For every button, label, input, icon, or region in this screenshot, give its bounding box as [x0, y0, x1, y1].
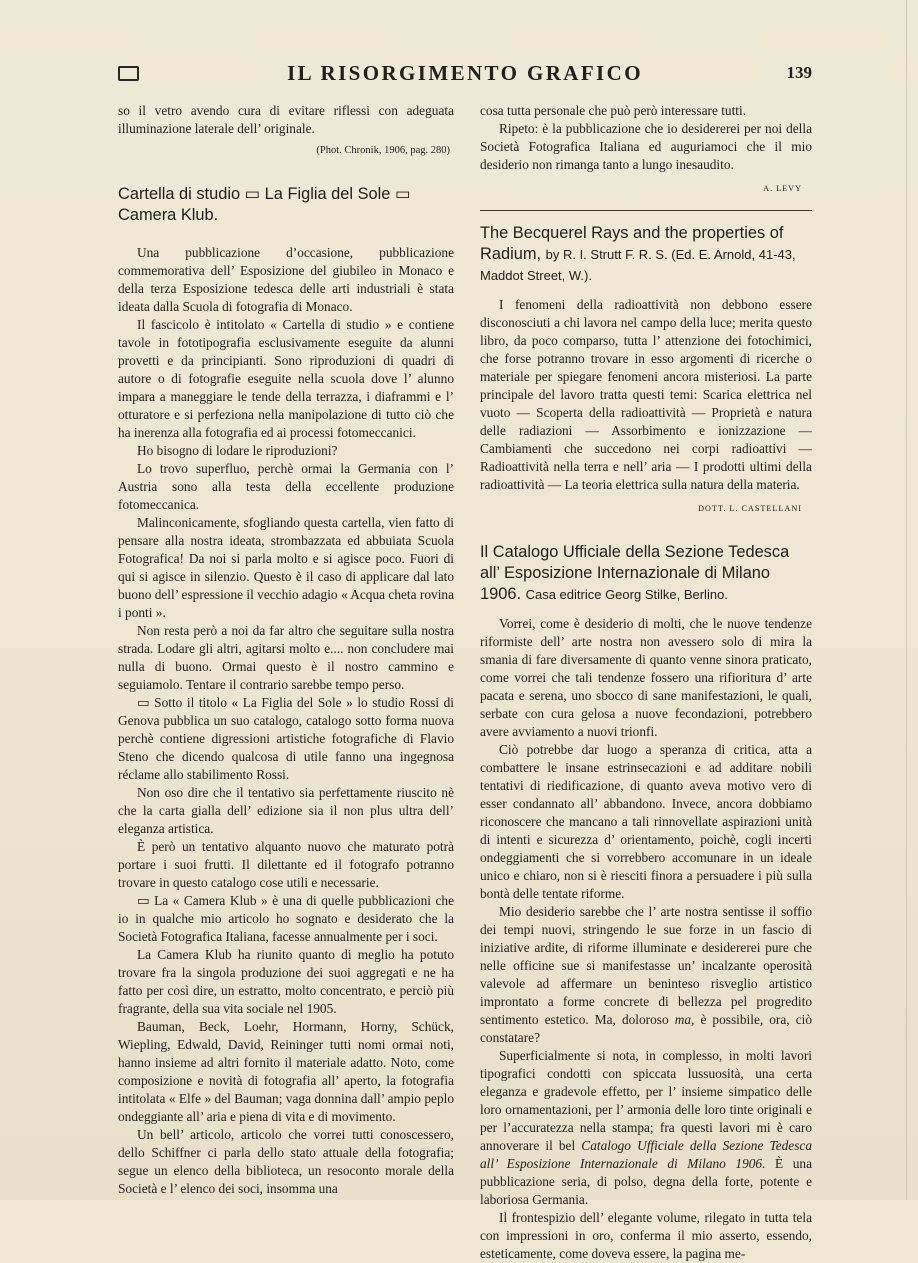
section-heading-catalogo — [480, 542, 812, 605]
paragraph: Vorrei, come è desiderio di molti, che le nuove tendenze riformiste dell’ arte nostra non avessero solo di mira la smania di fare diversamente di quanto venne sinora praticato, come vorrei che tali tendenze fossero una rifioritura d’ arte pacata e serena, uno sbocco di sane manifestazioni, le quali, serbate con cura gelosa a nuove fecondazioni, potrebbero avere avviamento a nuovi trionfi. — [480, 616, 812, 739]
heading-main: The Becquerel Rays and the properties of Radium, — [480, 224, 784, 263]
section-heading-becquerel — [480, 223, 812, 286]
paragraph: La Camera Klub ha riunito quanto di meglio ha potuto trovare fra la singola produzione dei suoi aggregati e ne ha fatto per così dire, un estratto, molto concentrato, e perciò più fragrante, della sua vita sociale nel 1905. — [118, 947, 454, 1016]
text-run: È una pubblicazione seria, di polso, degna della forte, potente e laboriosa Germania. — [480, 1156, 812, 1207]
paragraph: Il frontespizio dell’ elegante volume, rilegato in tutta tela con impressioni in oro, conferma il mio asserto, essendo, esteticamente, come doveva essere, la pagina me- — [480, 1210, 812, 1261]
text-run: Mio desiderio sarebbe che l’ arte nostra sentisse il soffio dei tempi nuovi, stringendo le sue forze in un fascio di iniziative ardite, di riforme illuminate e desidererei pure che nelle officine sue si manifestasse un’ incalzante operosità valevole ad affermare un beninteso risveglio artistico improntato a forme concrete di bellezza pel progredito sentimento estetico. Ma, doloroso — [480, 904, 812, 1027]
author-signature: DOTT. L. CASTELLANI — [698, 504, 802, 513]
paragraph: I fenomeni della radioattività non debbono essere disconosciuti a chi lavora nel campo della luce; merita questo libro, da poco comparso, tutta l’ attenzione dei fotochimici, che forse potranno trovare in esso argomenti di ricerche o materiale per spiegare fenomeni ancora misteriosi. La parte principale del lavoro tratta questi temi: Scarica elettrica nel vuoto — Scoperta della radioattività — Proprietà e natura delle radiazioni — Assorbimento e ionizzazione — Cambiamenti che succedono nei corpi radioattivi — Radioattività nella terra e nell’ aria — I prodotti ultimi della radioattività — La teoria elettrica sulla natura della materia. — [480, 297, 812, 492]
paragraph: Bauman, Beck, Loehr, Hormann, Horny, Schück, Wiepling, Edwald, David, Reininger tutti nomi ormai noti, hanno insieme ad altri fornito il materiale adatto. Noto, come composizione e novità di fotografia all’ aperto, la fotografia intitolata « Elfe » del Bauman; vaga donnina dall’ ampio peplo ondeggiante all’ aria e piena di vita e di movimento. — [118, 1019, 454, 1124]
paragraph: cosa tutta personale che può però interessare tutti. — [480, 103, 747, 118]
emphasis: Catalogo Ufficiale della Sezione Tedesca all’ Esposizione Internazionale di Milano 1906. — [480, 1138, 813, 1171]
paragraph: ▭ La « Camera Klub » è una di quelle pubblicazioni che io in qualche mio articolo ho sognato e desiderato che la Società Fotografica Italiana, facesse annualmente per i soci. — [118, 893, 454, 944]
paragraph: Una pubblicazione d’occasione, pubblicazione commemorativa dell’ Esposizione del giubileo in Monaco e della terza Esposizione tedesca delle arti industriali è stata ideata dalla Scuola di fotografia di Monaco. — [118, 245, 454, 314]
paragraph: Malinconicamente, sfogliando questa cartella, vien fatto di pensare alla nostra ideata, strombazzata ed abbuiata Scuola Fotografica! Da noi si parla molto e si agisce poco. Fuori di qui si agisce in silenzio. Questo è il caso di applicare dal lato buono dell’ espressione il vecchio adagio « Acqua cheta rovina i ponti ». — [118, 515, 454, 620]
paragraph: Ciò potrebbe dar luogo a speranza di critica, atta a combattere le insane estrinsecazioni e ad additare nobili tentativi di riedificazione, di quanto aveva motivo vero di esser condannato all’ abbandono. Invece, ancora dobbiamo riconoscere che mancano a tali rinnovellate aspirazioni unità di intenti e sicurezza d’ orientamento, poichè, cogli incerti ondeggiamenti che si vorrebbero accomunare in un ideale unico e chiaro, non si è riesciti finora a persuadere i più sulla bontà delle tentate riforme. — [480, 742, 812, 901]
page-edge — [906, 0, 907, 1200]
paragraph: Un bell’ articolo, articolo che vorrei tutti conoscessero, dello Schiffner ci parla dello stato attuale della fotografia; segue un elenco della biblioteca, un resoconto morale della Società e l’ elenco dei soci, insomma una — [118, 1127, 454, 1196]
running-header — [118, 62, 812, 88]
author-signature: A. LEVY — [763, 184, 802, 193]
left-column — [118, 102, 454, 1198]
journal-title: IL RISORGIMENTO GRAFICO — [287, 61, 643, 85]
paragraph: ▭ Sotto il titolo « La Figlia del Sole » lo studio Rossi di Genova pubblica un suo catalogo, catalogo sotto forma nuova perchè contiene digressioni artistiche fotografiche di Flavio Steno che dicendo qualcosa di utile fanno una ingegnosa réclame allo stabilimento Rossi. — [118, 695, 454, 782]
heading-main: Il Catalogo Ufficiale della Sezione Tedesca all’ Esposizione Internazionale di Milano 1906. — [480, 543, 790, 603]
heading-details: Casa editrice Georg Stilke, Berlino. — [525, 587, 728, 602]
page-number: 139 — [786, 63, 812, 82]
right-column — [480, 102, 812, 1263]
paragraph — [480, 1047, 812, 1209]
paragraph — [480, 903, 812, 1047]
paragraph: È però un tentativo alquanto nuovo che maturato potrà portare i suoi frutti. Il dilettante ed il fotografo potranno trovare in questo catalogo cose utili e necessarie. — [118, 839, 454, 890]
paragraph: Ho bisogno di lodare le riproduzioni? — [137, 443, 338, 458]
section-heading-cartella: Cartella di studio ▭ La Figlia del Sole ▭ Camera Klub. — [118, 185, 411, 224]
emphasis: ma, — [674, 1012, 695, 1027]
intro-continuation: so il vetro avendo cura di evitare riflessi con adeguata illuminazione laterale dell’ originale. — [118, 103, 454, 136]
source-citation: (Phot. Chronik, 1906, pag. 280) — [316, 145, 450, 156]
paragraph: Il fascicolo è intitolato « Cartella di studio » e contiene tavole in fototipografia esclusivamente eseguite da alunni provetti e da principianti. Sono riproduzioni di quadri di autore o di fotografie eseguite nella scuola dove l’ alunno impara a maneggiare le tende della terrazza, i diaframmi e l’ otturatore e si perfeziona nella manipolazione di tutto ciò che ha inerenza alla fotografia ed ai processi fotomeccanici. — [118, 317, 454, 440]
heading-details: by R. I. Strutt F. R. S. (Ed. E. Arnold, 41-43, Maddot Street, W.). — [480, 247, 796, 283]
paragraph: Non resta però a noi da far altro che seguitare sulla nostra strada. Lodare gli altri, agitarsi molto e.... non concludere mai nulla di buono. Ormai questo è il nostro cammino e seguiamolo. Tentare il contrario sarebbe tempo perso. — [118, 623, 454, 692]
paragraph: Non oso dire che il tentativo sia perfettamente riuscito nè che la carta gialla dell’ edizione sia il non plus ultra dell’ eleganza artistica. — [118, 785, 454, 836]
text-run: è possibile, ora, ciò constatare? — [480, 1012, 812, 1045]
text-run: Superficialmente si nota, in complesso, in molti lavori tipografici condotti con spiccata lussuosità, una certa eleganza e gradevole effetto, per l’ insieme simpatico delle loro ornamentazioni, per l’ armonia delle loro tinte originali e per l’accuratezza nella stampa; fra questi lavori mi è caro annoverare il bel — [480, 1048, 812, 1153]
paragraph: Lo trovo superfluo, perchè ormai la Germania con l’ Austria sono alla testa della eccellente produzione fotomeccanica. — [118, 461, 454, 512]
section-divider — [480, 210, 812, 211]
paragraph: Ripeto: è la pubblicazione che io desidererei per noi della Società Fotografica Italiana ed auguriamoci che il mio desiderio non rimanga tanto a lungo inesaudito. — [480, 121, 812, 172]
